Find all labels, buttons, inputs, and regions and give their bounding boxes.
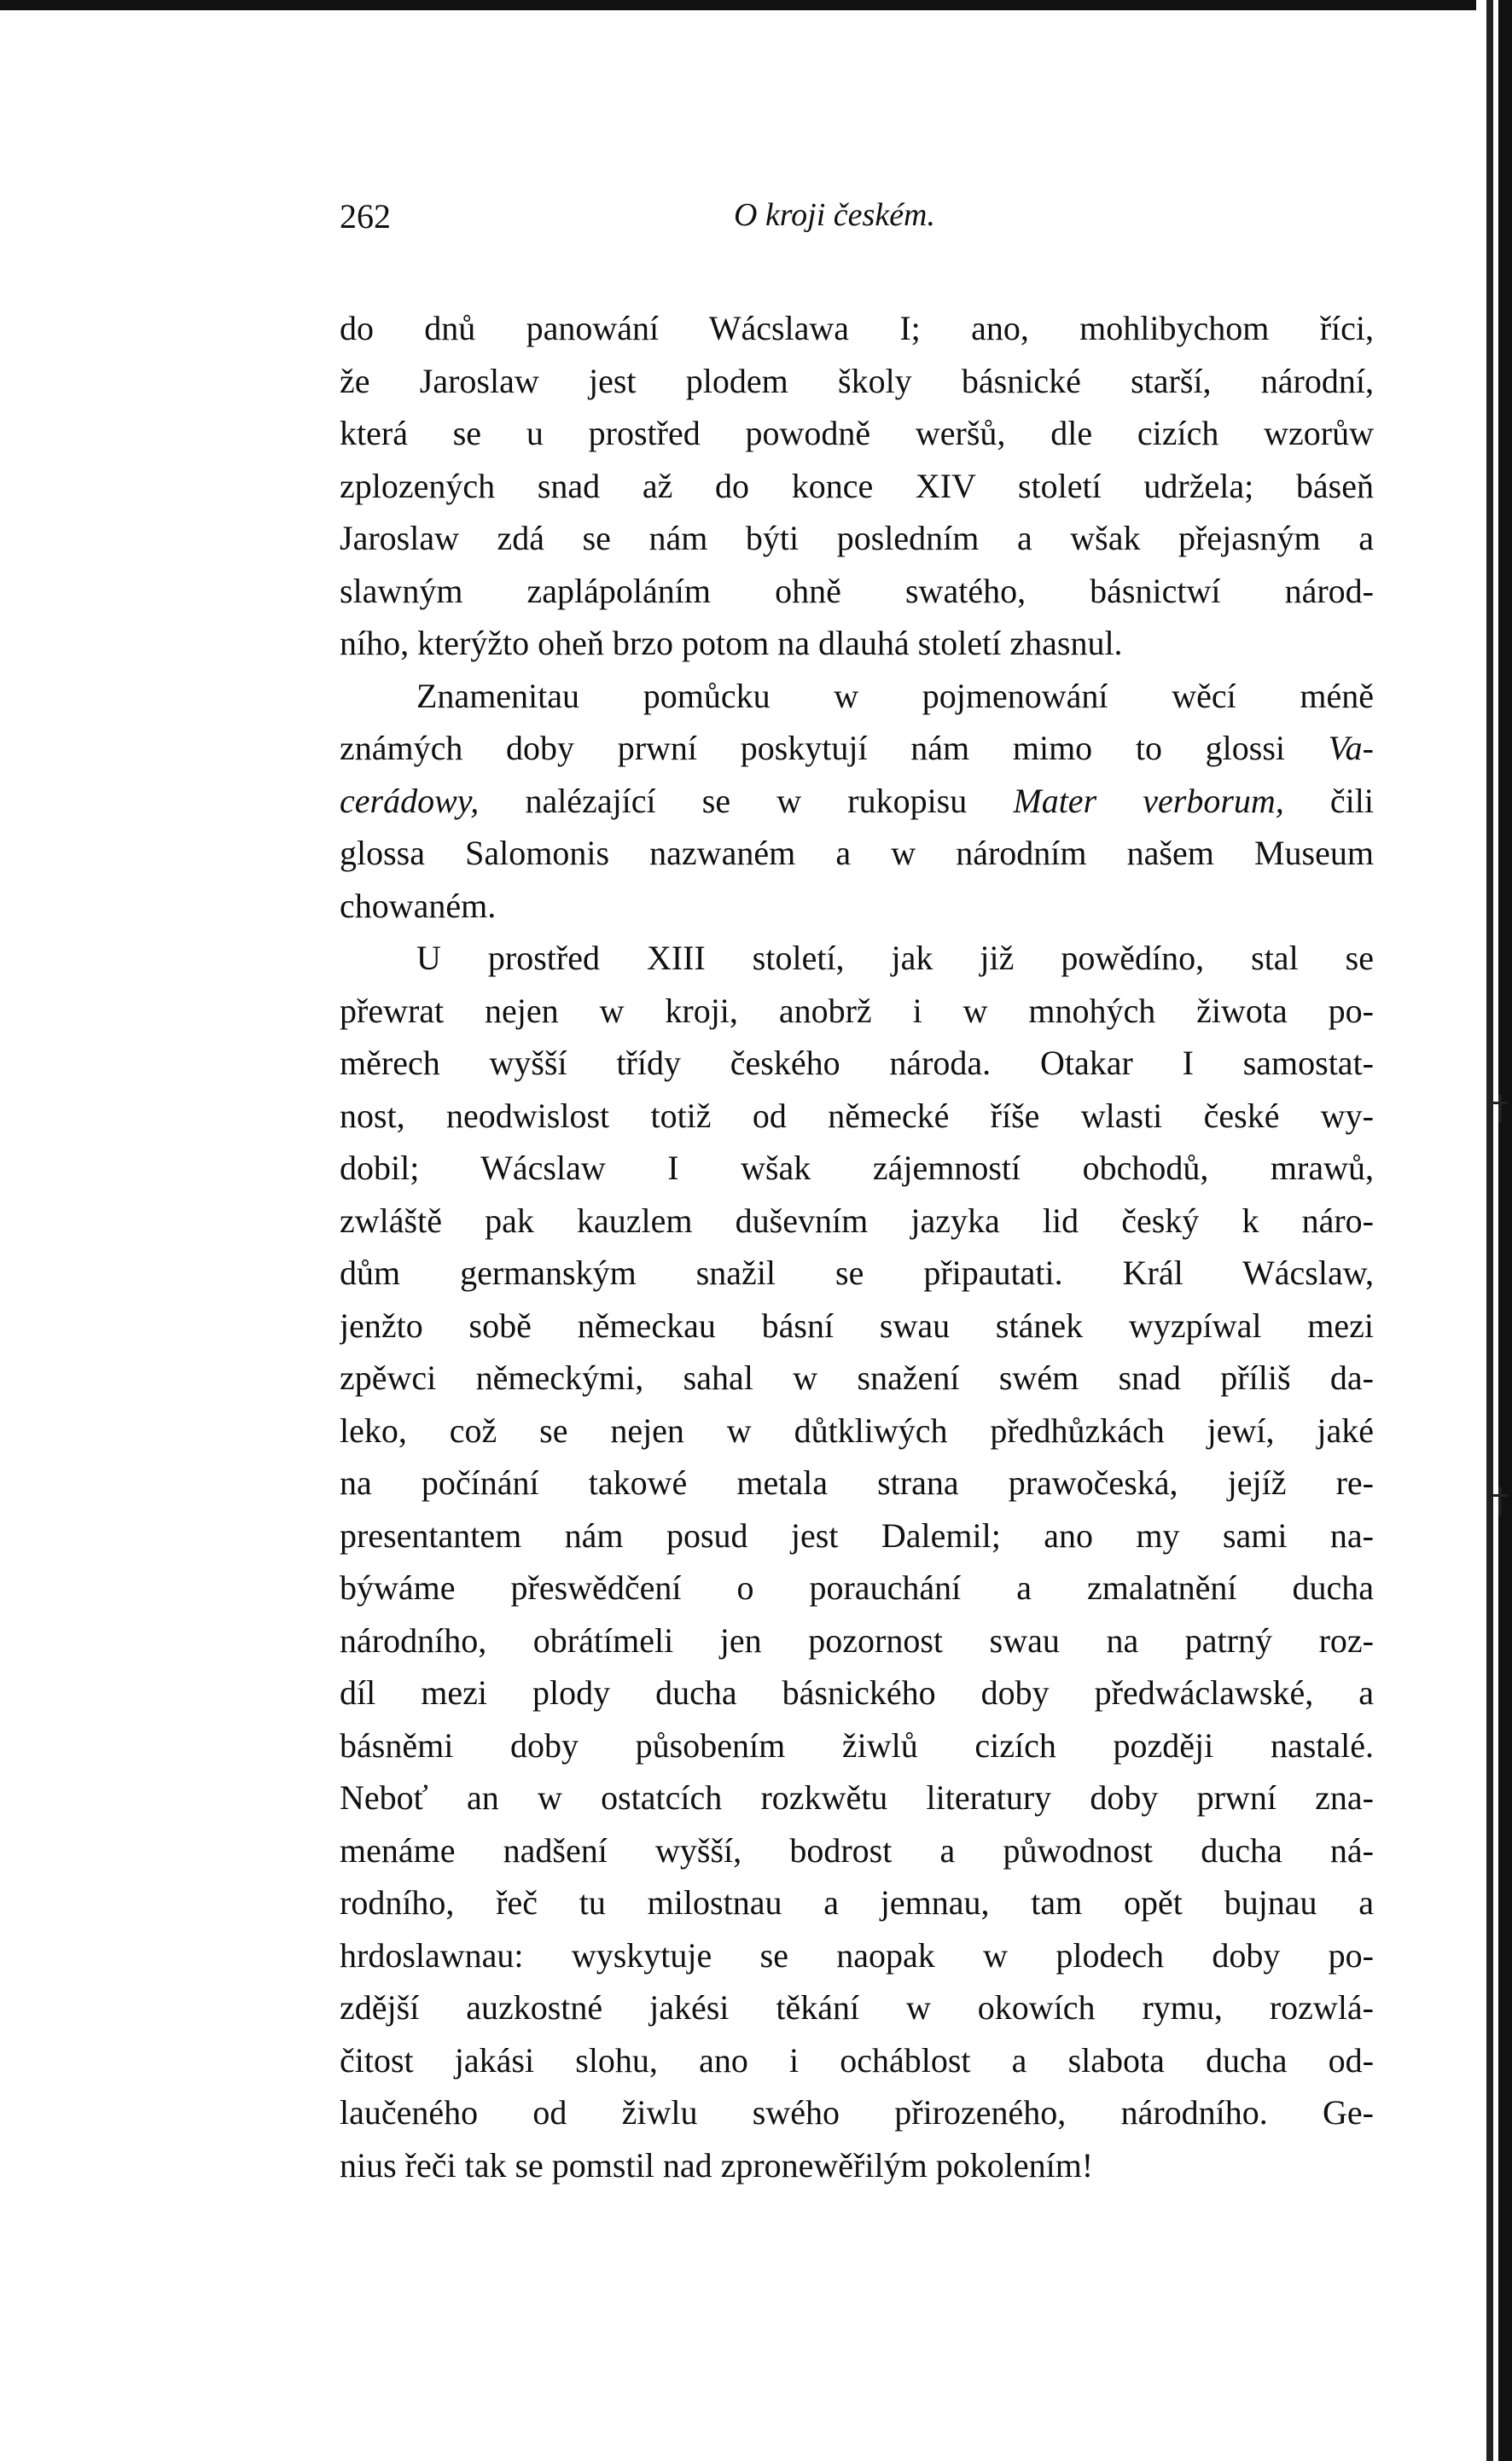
text-segment: na počínání takowé metala strana prawočeská, jejíž re- <box>340 1463 1374 1502</box>
text-segment: rodního, řeč tu milostnau a jemnau, tam opět bujnau a <box>340 1883 1374 1922</box>
text-line <box>340 512 1374 565</box>
text-segment: Neboť an w ostatcích rozkwětu literatury doby prwní zna- <box>340 1778 1374 1817</box>
italic-text-segment: Mater verborum, <box>1013 781 1284 820</box>
text-segment: jenžto sobě německau básní swau stánek wyzpíwal mezi <box>340 1306 1374 1345</box>
text-line <box>340 1090 1374 1143</box>
text-line <box>340 1719 1374 1772</box>
text-segment: U prostřed XIII století, jak již powědíno, stal se <box>416 939 1374 977</box>
text-line <box>340 1510 1374 1562</box>
text-line <box>340 1772 1374 1824</box>
page-header <box>340 196 1374 247</box>
text-segment: zpěwci německými, sahal w snažení swém snad příliš da- <box>340 1358 1374 1397</box>
text-segment: nalézající se w rukopisu <box>479 781 1014 820</box>
text-segment: zwláště pak kauzlem duševním jazyka lid český k náro- <box>340 1201 1374 1240</box>
text-segment: glossa Salomonis nazwaném a w národním našem Museum <box>340 834 1374 872</box>
text-line <box>340 1037 1374 1090</box>
text-segment: do dnů panowání Wácslawa I; ano, mohlibychom říci, <box>340 309 1374 347</box>
text-line <box>340 1562 1374 1614</box>
text-segment: zplozených snad až do konce XIV století udržela; báseň <box>340 466 1374 505</box>
text-line <box>340 1247 1374 1300</box>
text-line <box>340 932 1374 985</box>
text-segment: nost, neodwislost totiž od německé říše wlasti české wy- <box>340 1096 1374 1135</box>
text-line <box>340 2086 1374 2139</box>
text-line <box>340 1300 1374 1353</box>
text-segment: Znamenitau pomůcku w pojmenowání wěcí méně <box>416 676 1374 715</box>
text-line <box>340 355 1374 408</box>
text-segment: dobil; Wácslaw I wšak zájemností obchodů, mrawů, <box>340 1149 1374 1187</box>
text-segment: leko, což se nejen w důtkliwých předhůzkách jewí, jaké <box>340 1411 1374 1450</box>
page-number: 262 <box>340 197 391 236</box>
running-title: O kroji českém. <box>734 197 935 233</box>
text-line <box>340 670 1374 723</box>
text-segment: laučeného od žiwlu swého přirozeného, národního. Ge- <box>340 2093 1374 2132</box>
text-segment: ního, kterýžto oheň brzo potom na dlauhá století zhasnul. <box>340 624 1123 662</box>
text-segment: dům germanským snažil se připautati. Král Wácslaw, <box>340 1254 1374 1292</box>
italic-text-segment: cerádowy, <box>340 781 480 820</box>
text-line <box>340 2034 1374 2087</box>
text-line <box>340 1929 1374 1982</box>
text-segment: která se u prostřed powodně weršů, dle cizích wzorůw <box>340 414 1374 452</box>
text-line <box>340 985 1374 1038</box>
text-segment: známých doby prwní poskytují nám mimo to glossi <box>340 729 1329 767</box>
text-line <box>340 1195 1374 1248</box>
text-line <box>340 565 1374 618</box>
text-segment: díl mezi plody ducha básnického doby předwáclawské, a <box>340 1673 1374 1712</box>
text-segment: zdější auzkostné jakési těkání w okowích rymu, rozwlá- <box>340 1988 1374 2027</box>
text-line <box>340 827 1374 880</box>
text-segment: že Jaroslaw jest plodem školy básnické starší, národní, <box>340 361 1374 400</box>
text-segment: čili <box>1283 781 1374 820</box>
text-segment: hrdoslawnau: wyskytuje se naopak w plodech doby po- <box>340 1935 1374 1975</box>
text-line <box>340 1457 1374 1510</box>
book-page <box>340 196 1374 2191</box>
text-segment: národního, obrátímeli jen pozornost swau na patrný roz- <box>340 1620 1374 1660</box>
margin-cross-mark-upper: † <box>1492 1089 1509 1128</box>
text-line <box>340 617 1374 670</box>
text-line <box>340 1405 1374 1457</box>
text-segment: menáme nadšení wyšší, bodrost a půwodnost ducha ná- <box>340 1830 1374 1870</box>
scan-right-edge <box>1481 0 1512 2461</box>
body-text <box>340 302 1374 2191</box>
text-line <box>340 1352 1374 1405</box>
text-segment: přewrat nejen w kroji, anobrž i w mnohých žiwota po- <box>340 991 1374 1030</box>
text-segment: chowaném. <box>340 886 497 925</box>
text-segment: čitost jakási slohu, ano i ocháblost a slabota ducha od- <box>340 2040 1374 2080</box>
text-segment: býwáme přeswědčení o porauchání a zmalatnění ducha <box>340 1568 1374 1607</box>
text-segment: měrech wyšší třídy českého národa. Otakar I samostat- <box>340 1044 1374 1082</box>
margin-cross-mark-lower: † <box>1492 1481 1509 1521</box>
text-line <box>340 407 1374 460</box>
italic-text-segment: Va- <box>1328 729 1374 767</box>
scan-top-edge <box>0 0 1476 10</box>
text-segment: presentantem nám posud jest Dalemil; ano my sami na- <box>340 1516 1374 1555</box>
text-line <box>340 775 1374 828</box>
text-line <box>340 1876 1374 1929</box>
text-line <box>340 722 1374 775</box>
text-segment: Jaroslaw zdá se nám býti posledním a wšak přejasným a <box>340 519 1374 557</box>
text-segment: slawným zaplápoláním ohně swatého, básnictwí národ- <box>340 571 1374 610</box>
text-segment: básněmi doby působením žiwlů cizích později nastalé. <box>340 1725 1374 1765</box>
text-line <box>340 1142 1374 1195</box>
text-line <box>340 2139 1374 2192</box>
text-line <box>340 302 1374 355</box>
text-line <box>340 460 1374 513</box>
text-segment: nius řeči tak se pomstil nad zpronewěřilým pokolením! <box>340 2145 1094 2185</box>
text-line <box>340 1824 1374 1877</box>
text-line <box>340 1667 1374 1719</box>
text-line <box>340 1614 1374 1667</box>
text-line <box>340 1981 1374 2034</box>
text-line <box>340 880 1374 933</box>
